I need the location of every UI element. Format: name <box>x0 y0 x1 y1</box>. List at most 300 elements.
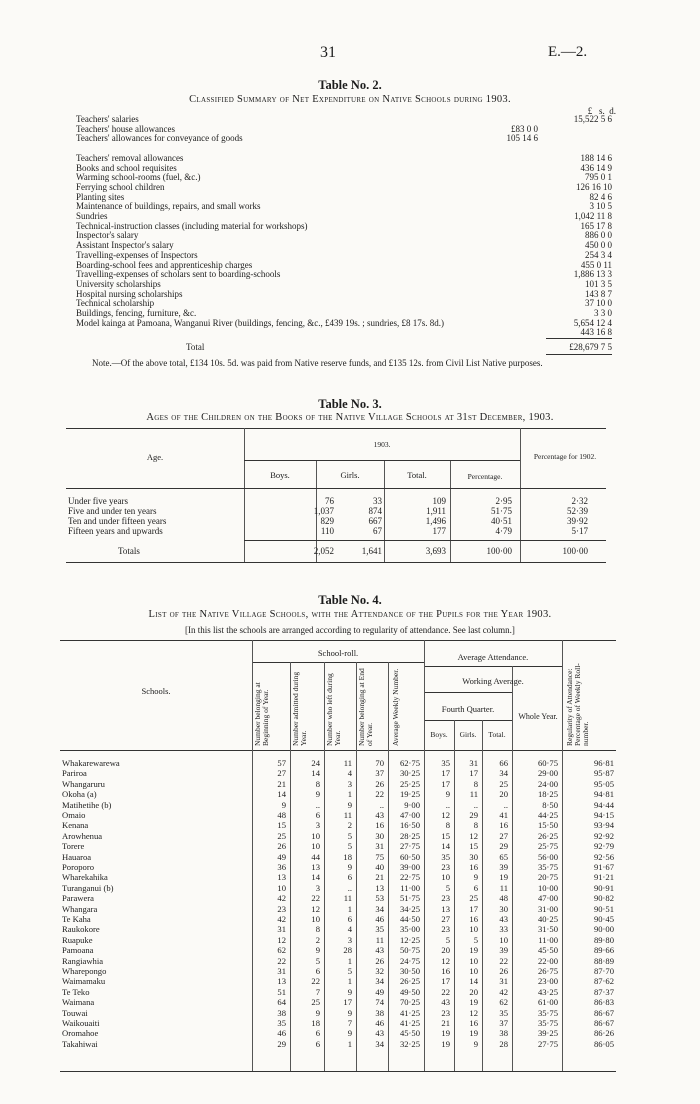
school-name: Whakarewarewa <box>62 758 120 768</box>
school-cell: 95·87 <box>593 768 614 779</box>
school-cell: 11 <box>499 882 508 893</box>
school-cell: 94·81 <box>593 789 614 800</box>
school-cell: 62·75 <box>399 758 420 768</box>
school-cell: 86·83 <box>593 997 614 1008</box>
expenditure-amount: 188 14 6 <box>580 152 612 163</box>
age-label: Under five years <box>68 496 128 506</box>
school-row <box>60 832 620 841</box>
school-cell: 9 <box>315 789 320 800</box>
school-cell: 90·82 <box>593 893 614 904</box>
school-cell: 21 <box>441 1018 450 1028</box>
school-cell: 22 <box>311 976 320 987</box>
school-cell: 15 <box>469 841 478 852</box>
expenditure-label: Hospital nursing scholarships <box>76 288 183 299</box>
school-cell: 65 <box>499 851 508 862</box>
school-name: Wharepongo <box>62 966 107 976</box>
currency-header: £ s. d. <box>587 106 616 116</box>
school-cell: 28·25 <box>399 830 420 841</box>
school-cell: 8 <box>473 820 478 831</box>
school-cell: 25·75 <box>537 841 558 852</box>
school-cell: 49·50 <box>399 986 420 997</box>
school-row <box>60 894 620 903</box>
school-cell: 86·05 <box>593 1038 614 1049</box>
t4-working-rule <box>424 692 512 693</box>
total-label: Total <box>186 342 205 352</box>
school-cell: 18 <box>343 851 352 862</box>
school-cell: 8 <box>473 778 478 789</box>
school-cell: 1 <box>347 789 352 800</box>
school-cell: 42 <box>277 914 286 924</box>
school-cell: 62 <box>499 997 508 1008</box>
t3-totals-boys: 2,052 <box>313 546 334 556</box>
age-label: Ten and under fifteen years <box>68 516 167 526</box>
total-amount: £28,679 7 5 <box>569 342 612 352</box>
school-cell: 7 <box>347 1018 352 1028</box>
school-cell: 96·81 <box>593 758 614 768</box>
school-cell: 17 <box>469 768 478 779</box>
school-cell: 1 <box>347 976 352 987</box>
table4-note: [In this list the schools are arranged according to regularity of attendance. See last column.] <box>185 625 515 635</box>
school-cell: 9·00 <box>404 799 420 810</box>
school-row <box>60 915 620 924</box>
school-cell: 64 <box>277 997 286 1008</box>
school-cell: 51·75 <box>399 893 420 904</box>
school-name: Waikouaiti <box>62 1018 100 1028</box>
school-cell: 39·00 <box>399 862 420 872</box>
school-cell: 24 <box>311 758 320 768</box>
age-boys: 1,037 <box>313 506 334 516</box>
school-cell: 27·75 <box>399 841 420 852</box>
school-cell: 45·50 <box>537 945 558 956</box>
school-cell: 12 <box>441 955 450 966</box>
school-cell: 16 <box>469 862 478 872</box>
expenditure-row <box>76 269 612 279</box>
section-code: E.—2. <box>548 44 588 60</box>
t3-head-pct: Percentage. <box>467 472 503 481</box>
school-row <box>60 863 620 872</box>
school-cell: 31 <box>375 841 384 852</box>
school-row <box>60 769 620 778</box>
school-cell: 92·92 <box>593 830 614 841</box>
expenditure-label: Teachers' removal allowances <box>76 152 184 163</box>
total-rule <box>546 338 612 339</box>
expenditure-row <box>76 143 612 153</box>
t3-totals-label: Totals <box>118 546 140 556</box>
school-cell: 31 <box>277 966 286 976</box>
school-cell: 10·00 <box>537 882 558 893</box>
age-boys: 76 <box>325 496 334 506</box>
school-cell: 39·25 <box>537 1028 558 1039</box>
school-cell: 5 <box>445 934 450 945</box>
school-cell: 6 <box>347 872 352 883</box>
age-boys: 829 <box>320 516 334 526</box>
school-cell: 22 <box>441 986 450 997</box>
page-number: 31 <box>320 44 336 61</box>
age-label: Five and under ten years <box>68 506 157 516</box>
expenditure-amount: 37 10 0 <box>585 298 612 309</box>
school-name: Waimamaku <box>62 976 106 987</box>
school-name: Pariroa <box>62 768 87 779</box>
school-cell: 19 <box>469 997 478 1008</box>
school-row <box>60 925 620 934</box>
school-cell: 17 <box>441 768 450 779</box>
school-cell: 43 <box>375 945 384 956</box>
school-cell: 33 <box>499 924 508 935</box>
school-cell: 20 <box>499 789 508 800</box>
school-cell: 27 <box>441 914 450 924</box>
table2-subtitle: Classified Summary of Net Expenditure on Native Schools during 1903. <box>189 94 511 105</box>
school-cell: 28 <box>499 1038 508 1049</box>
school-cell: 86·26 <box>593 1028 614 1039</box>
school-cell: 10 <box>469 924 478 935</box>
expenditure-row <box>76 260 612 270</box>
t4-top-rule <box>60 640 616 641</box>
school-row <box>60 946 620 955</box>
vertical-column-header: Average Weekly Number. <box>391 668 400 746</box>
school-cell: 11 <box>343 810 352 820</box>
school-cell: 42 <box>499 986 508 997</box>
school-cell: 6 <box>473 882 478 893</box>
school-cell: 39 <box>499 862 508 872</box>
school-row <box>60 936 620 945</box>
expenditure-amount: 455 0 11 <box>580 259 612 270</box>
school-cell: 40 <box>375 862 384 872</box>
school-cell: 16 <box>499 820 508 831</box>
school-cell: 36 <box>277 862 286 872</box>
school-cell: 19 <box>469 1028 478 1039</box>
t4-bottom-rule <box>60 1071 616 1072</box>
school-cell: 13 <box>277 872 286 883</box>
school-cell: 92·79 <box>593 841 614 852</box>
school-cell: 1 <box>347 1038 352 1049</box>
school-cell: 10 <box>499 934 508 945</box>
school-cell: 7 <box>315 986 320 997</box>
school-cell: 86·67 <box>593 1018 614 1028</box>
expenditure-row <box>76 279 612 289</box>
expenditure-row <box>76 124 612 134</box>
school-cell: 35 <box>441 758 450 768</box>
school-cell: 15·50 <box>537 820 558 831</box>
t4-head-working: Working Average. <box>462 676 524 686</box>
school-cell: 92·56 <box>593 851 614 862</box>
school-cell: 47·00 <box>399 810 420 820</box>
school-name: Rangiawhia <box>62 955 104 966</box>
school-cell: 14 <box>469 976 478 987</box>
expenditure-label: Technical-instruction classes (including material for workshops) <box>76 220 308 231</box>
age-pct: 2·95 <box>495 496 512 506</box>
t4-head-roll: School-roll. <box>317 648 359 658</box>
t3-bottom-rule <box>66 562 606 563</box>
school-cell: 51 <box>277 986 286 997</box>
school-cell: 24·75 <box>399 955 420 966</box>
school-cell: 70 <box>375 758 384 768</box>
school-cell: 23 <box>441 862 450 872</box>
school-cell: .. <box>503 799 508 810</box>
school-cell: 35·75 <box>537 1007 558 1018</box>
expenditure-label: Sundries <box>76 211 108 221</box>
school-cell: 6 <box>315 1038 320 1049</box>
school-cell: 5 <box>315 955 320 966</box>
t3-head-age: Age. <box>146 452 164 462</box>
expenditure-amount: 1,042 11 8 <box>574 211 612 221</box>
school-cell: 10 <box>469 955 478 966</box>
school-row <box>60 759 620 768</box>
school-cell: 11·00 <box>538 934 558 945</box>
expenditure-row <box>76 250 612 260</box>
school-cell: 35·00 <box>399 924 420 935</box>
school-cell: 10 <box>441 872 450 883</box>
t3-head-total: Total. <box>407 470 427 480</box>
school-cell: 34 <box>499 768 508 779</box>
school-cell: 34 <box>375 976 384 987</box>
school-cell: 86·67 <box>593 1007 614 1018</box>
school-cell: 44 <box>311 851 320 862</box>
school-cell: 5 <box>347 830 352 841</box>
expenditure-label: Assistant Inspector's salary <box>76 240 174 251</box>
t4-roll-rule <box>252 662 424 663</box>
school-cell: 35 <box>441 851 450 862</box>
expenditure-amount: 436 14 9 <box>580 162 612 173</box>
table2-note: Note.—Of the above total, £134 10s. 5d. was paid from Native reserve funds, and £135 12s. from Civil List Native purposes. <box>92 358 543 368</box>
age-girls: 67 <box>373 526 382 536</box>
age-total: 1,911 <box>426 506 446 516</box>
school-cell: 90·51 <box>593 903 614 914</box>
age-row <box>66 496 606 506</box>
age-row <box>66 526 606 536</box>
school-cell: 3 <box>347 934 352 945</box>
school-cell: 90·91 <box>593 882 614 893</box>
school-cell: 26·25 <box>537 830 558 841</box>
school-cell: 9 <box>347 1028 352 1039</box>
school-cell: .. <box>445 799 450 810</box>
school-cell: 13 <box>311 862 320 872</box>
expenditure-label: Teachers' salaries <box>76 114 139 124</box>
school-cell: 31 <box>277 924 286 935</box>
school-name: Ruapuke <box>62 934 93 945</box>
school-name: Whangaruru <box>62 778 105 789</box>
total-rule-bottom <box>546 354 612 355</box>
school-cell: 48 <box>277 810 286 820</box>
school-cell: 15 <box>441 830 450 841</box>
school-cell: 43 <box>499 914 508 924</box>
school-cell: 48 <box>499 893 508 904</box>
school-name: Te Kaha <box>62 914 91 924</box>
school-cell: 43 <box>375 810 384 820</box>
school-cell: 95·05 <box>593 778 614 789</box>
school-row <box>60 811 620 820</box>
school-cell: 31·00 <box>537 903 558 914</box>
table2-title: Table No. 2. <box>318 78 382 92</box>
school-name: Turanganui (b) <box>62 882 114 893</box>
school-cell: 25 <box>499 778 508 789</box>
school-cell: 31 <box>469 758 478 768</box>
school-cell: .. <box>315 799 320 810</box>
school-cell: 32 <box>375 966 384 976</box>
school-row <box>60 1019 620 1028</box>
school-cell: 17 <box>441 976 450 987</box>
expenditure-amount: 3 10 5 <box>589 201 612 212</box>
school-row <box>60 1040 620 1049</box>
vertical-column-header: Number admitted during Year. <box>291 671 308 746</box>
age-girls: 874 <box>368 506 382 516</box>
school-cell: 12·25 <box>399 934 420 945</box>
school-cell: 3 <box>347 778 352 789</box>
t4-head-rule <box>60 750 616 751</box>
school-cell: 12 <box>441 810 450 820</box>
school-cell: 23 <box>441 1007 450 1018</box>
age-pct: 40·51 <box>491 516 512 526</box>
expenditure-label: Teachers' house allowances <box>76 123 175 134</box>
table2-total-row <box>76 342 612 352</box>
school-name: Torere <box>62 841 85 852</box>
school-cell: 9 <box>315 1007 320 1018</box>
school-name: Waimana <box>62 997 95 1008</box>
t3-totals-total: 3,693 <box>425 546 446 556</box>
school-cell: 20 <box>469 986 478 997</box>
school-cell: 11 <box>469 789 478 800</box>
school-cell: 29 <box>277 1038 286 1049</box>
school-name: Arowhenua <box>62 830 103 841</box>
school-cell: 35 <box>375 924 384 935</box>
expenditure-amount: 3 3 0 <box>594 308 612 318</box>
school-cell: 23 <box>441 893 450 904</box>
expenditure-label: Travelling-expenses of scholars sent to boarding-schools <box>76 269 281 280</box>
expenditure-row <box>76 230 612 240</box>
t3-year-rule <box>244 460 520 461</box>
school-cell: 16 <box>469 1018 478 1028</box>
age-total: 1,496 <box>425 516 446 526</box>
vertical-column-header: Number belonging at Beginning of Year. <box>253 682 270 746</box>
school-cell: 29 <box>499 841 508 852</box>
school-cell: 8·50 <box>542 799 558 810</box>
t3-head-year: 1903. <box>373 440 391 449</box>
school-cell: 27·75 <box>537 1038 558 1049</box>
school-name: Te Teko <box>62 986 90 997</box>
school-cell: 5 <box>445 882 450 893</box>
school-cell: 94·44 <box>593 799 614 810</box>
school-cell: .. <box>379 799 384 810</box>
vertical-column-header: Number belonging at End of Year. <box>357 668 374 746</box>
age-label: Fifteen years and upwards <box>68 526 163 536</box>
school-cell: 20 <box>441 945 450 956</box>
school-cell: 30·50 <box>399 966 420 976</box>
school-cell: 46 <box>375 914 384 924</box>
school-cell: 57 <box>277 758 286 768</box>
school-row <box>60 873 620 882</box>
expenditure-amount: 795 0 1 <box>585 172 612 183</box>
vertical-column-header: Number who left during Year. <box>325 673 342 746</box>
t3-head-girls: Girls. <box>340 470 360 480</box>
school-cell: 10 <box>311 841 320 852</box>
expenditure-label: Teachers' allowances for conveyance of goods <box>76 133 243 144</box>
school-cell: 5 <box>347 841 352 852</box>
expenditure-subamount: £83 0 0 <box>511 123 538 134</box>
school-cell: 18·25 <box>537 789 558 800</box>
school-row <box>60 884 620 893</box>
school-cell: 61·00 <box>537 997 558 1008</box>
age-row <box>66 516 606 526</box>
school-cell: 37 <box>499 1018 508 1028</box>
school-cell: 22 <box>375 789 384 800</box>
school-cell: 35·75 <box>537 862 558 872</box>
expenditure-label: Warming school-rooms (fuel, &c.) <box>76 172 201 183</box>
school-cell: 66 <box>499 758 508 768</box>
school-cell: 23 <box>277 903 286 914</box>
expenditure-row <box>76 318 612 328</box>
age-pct1902: 39·92 <box>567 516 588 526</box>
school-cell: 93·94 <box>593 820 614 831</box>
school-cell: 30·25 <box>399 768 420 779</box>
school-row <box>60 998 620 1007</box>
school-cell: 19 <box>469 945 478 956</box>
school-cell: 2 <box>347 820 352 831</box>
school-cell: 21 <box>375 872 384 883</box>
school-row <box>60 977 620 986</box>
school-cell: 91·67 <box>593 862 614 872</box>
school-cell: 37 <box>375 768 384 779</box>
school-cell: 41·25 <box>399 1018 420 1028</box>
expenditure-amount: 1,886 13 3 <box>573 269 612 280</box>
school-cell: 16·50 <box>399 820 420 831</box>
t4-head-avg: Average Attendance. <box>457 652 529 662</box>
school-cell: 90·00 <box>593 924 614 935</box>
school-cell: 17 <box>343 997 352 1008</box>
school-cell: 75 <box>375 851 384 862</box>
school-cell: 87·62 <box>593 976 614 987</box>
school-name: Oromahoe <box>62 1028 99 1039</box>
expenditure-row <box>76 182 612 192</box>
expenditure-amount: 5,654 12 4 <box>573 317 612 328</box>
school-cell: 42 <box>277 893 286 904</box>
table3-title: Table No. 3. <box>318 397 382 411</box>
school-cell: 26 <box>499 966 508 976</box>
school-cell: 41 <box>499 810 508 820</box>
school-cell: 22·75 <box>399 872 420 883</box>
t3-totals-row <box>66 546 606 556</box>
expenditure-label: Inspector's salary <box>76 230 139 241</box>
school-cell: 18 <box>311 1018 320 1028</box>
expenditure-row <box>76 211 612 221</box>
expenditure-row <box>76 327 612 337</box>
school-name: Touwai <box>62 1007 88 1018</box>
school-row <box>60 780 620 789</box>
school-cell: 14 <box>277 789 286 800</box>
school-cell: 25 <box>469 893 478 904</box>
expenditure-row <box>76 163 612 173</box>
expenditure-amount: 82 4 6 <box>589 191 612 202</box>
school-cell: 34 <box>375 903 384 914</box>
school-cell: 25·25 <box>399 778 420 789</box>
t3-totals-rule <box>244 540 606 541</box>
school-cell: 14 <box>441 841 450 852</box>
school-cell: 15 <box>277 820 286 831</box>
expenditure-amount: 443 16 8 <box>580 327 612 338</box>
school-cell: 22 <box>311 893 320 904</box>
t3-totals-girls: 1,641 <box>361 546 382 556</box>
school-cell: 19 <box>441 1038 450 1049</box>
school-cell: 9 <box>281 799 286 810</box>
school-cell: 53 <box>375 893 384 904</box>
age-total: 109 <box>432 496 446 506</box>
expenditure-row <box>76 153 612 163</box>
t4-fourth-rule <box>424 720 512 721</box>
school-name: Parawera <box>62 893 94 904</box>
t4-head-boys: Boys. <box>430 730 448 739</box>
expenditure-row <box>76 308 612 318</box>
school-cell: 56·00 <box>537 851 558 862</box>
expenditure-row <box>76 133 612 143</box>
expenditure-amount: 254 3 4 <box>585 249 612 260</box>
